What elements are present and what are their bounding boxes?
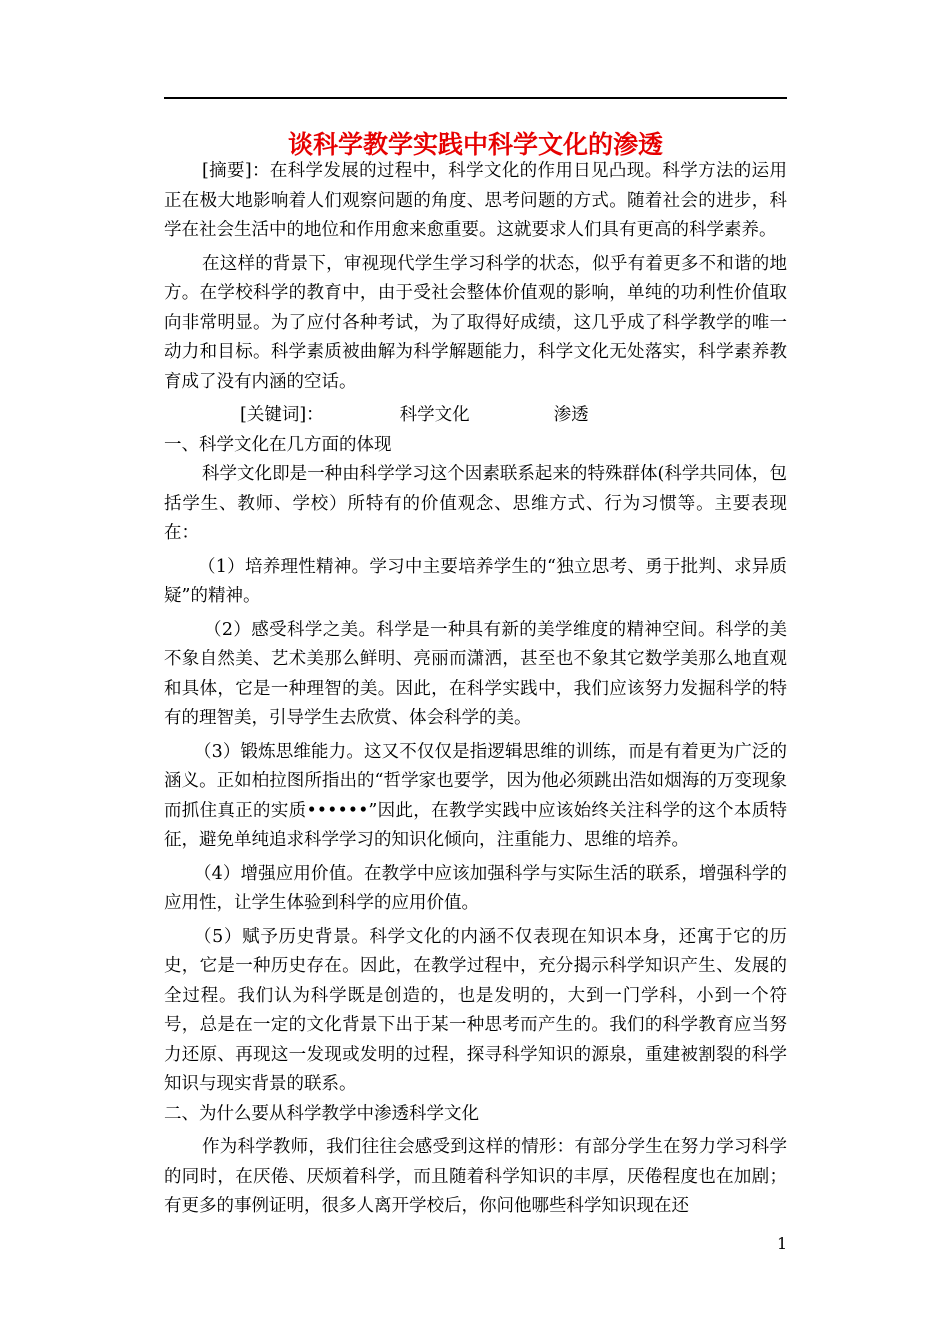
page-number: 1 <box>777 1234 788 1253</box>
list-item: （4）增强应用价值。在教学中应该加强科学与实际生活的联系，增强科学的应用性，让学生体验到科学的应用价值。 <box>164 863 787 913</box>
keywords-line <box>164 401 787 431</box>
section-lead-paragraph: 科学文化即是一种由科学学习这个因素联系起来的特殊群体(科学共同体，包括学生、教师、学校）所特有的价值观念、思维方式、行为习惯等。主要表现在： <box>164 464 787 543</box>
document-title: 谈科学教学实践中科学文化的渗透 <box>287 130 663 159</box>
keyword-item: 渗透 <box>553 405 589 425</box>
list-item: （1）培养理性精神。学习中主要培养学生的“独立思考、勇于批判、求异质疑”的精神。 <box>164 556 787 606</box>
list-item: （3）锻炼思维能力。这又不仅仅是指逻辑思维的训练，而是有着更为广泛的涵义。正如柏拉图所指出的“哲学家也要学，因为他必须跳出浩如烟海的万变现象而抓住真正的实质••••••”因此，在教学实践中应该始终关注科学的这个本质特征，避免单纯追求科学学习的知识化倾向，注重能力、思维的培养。 <box>164 741 787 850</box>
header-rule <box>164 97 787 99</box>
list-item: （2）感受科学之美。科学是一种具有新的美学维度的精神空间。科学的美不象自然美、艺术美那么鲜明、亮丽而潇洒，甚至也不象其它数学美那么地直观和具体，它是一种理智的美。因此，在科学实践中，我们应该努力发掘科学的特有的理智美，引导学生去欣赏、体会科学的美。 <box>164 619 787 728</box>
intro-paragraph: 在这样的背景下，审视现代学生学习科学的状态，似乎有着更多不和谐的地方。在学校科学的教育中，由于受社会整体价值观的影响，单纯的功利性价值取向非常明显。为了应付各种考试，为了取得好成绩，这几乎成了科学教学的唯一动力和目标。科学素质被曲解为科学解题能力，科学文化无处落实，科学素养教育成了没有内涵的空话。 <box>164 253 787 392</box>
section-lead-paragraph: 作为科学教师，我们往往会感受到这样的情形：有部分学生在努力学习科学的同时，在厌倦、厌烦着科学，而且随着科学知识的丰厚，厌倦程度也在加剧；有更多的事例证明，很多人离开学校后，你问他哪些科学知识现在还 <box>164 1137 787 1216</box>
document-body <box>164 157 787 1222</box>
abstract-paragraph: [摘要]：在科学发展的过程中，科学文化的作用日见凸现。科学方法的运用正在极大地影响着人们观察问题的角度、思考问题的方式。随着社会的进步，科学在社会生活中的地位和作用愈来愈重要。这就要求人们具有更高的科学素养。 <box>164 161 787 240</box>
keyword-item: 科学文化 <box>399 405 470 425</box>
section-heading: 一、科学文化在几方面的体现 <box>164 434 392 455</box>
list-item: （5）赋予历史背景。科学文化的内涵不仅表现在知识本身，还寓于它的历史，它是一种历史存在。因此，在教学过程中，充分揭示科学知识产生、发展的全过程。我们认为科学既是创造的，也是发明的，大到一门学科，小到一个符号，总是在一定的文化背景下出于某一种思考而产生的。我们的科学教育应当努力还原、再现这一发现或发明的过程，探寻科学知识的源泉，重建被割裂的科学知识与现实背景的联系。 <box>164 926 787 1094</box>
section-heading: 二、为什么要从科学教学中渗透科学文化 <box>164 1103 479 1124</box>
keywords-label: [关键词]： <box>240 405 324 425</box>
